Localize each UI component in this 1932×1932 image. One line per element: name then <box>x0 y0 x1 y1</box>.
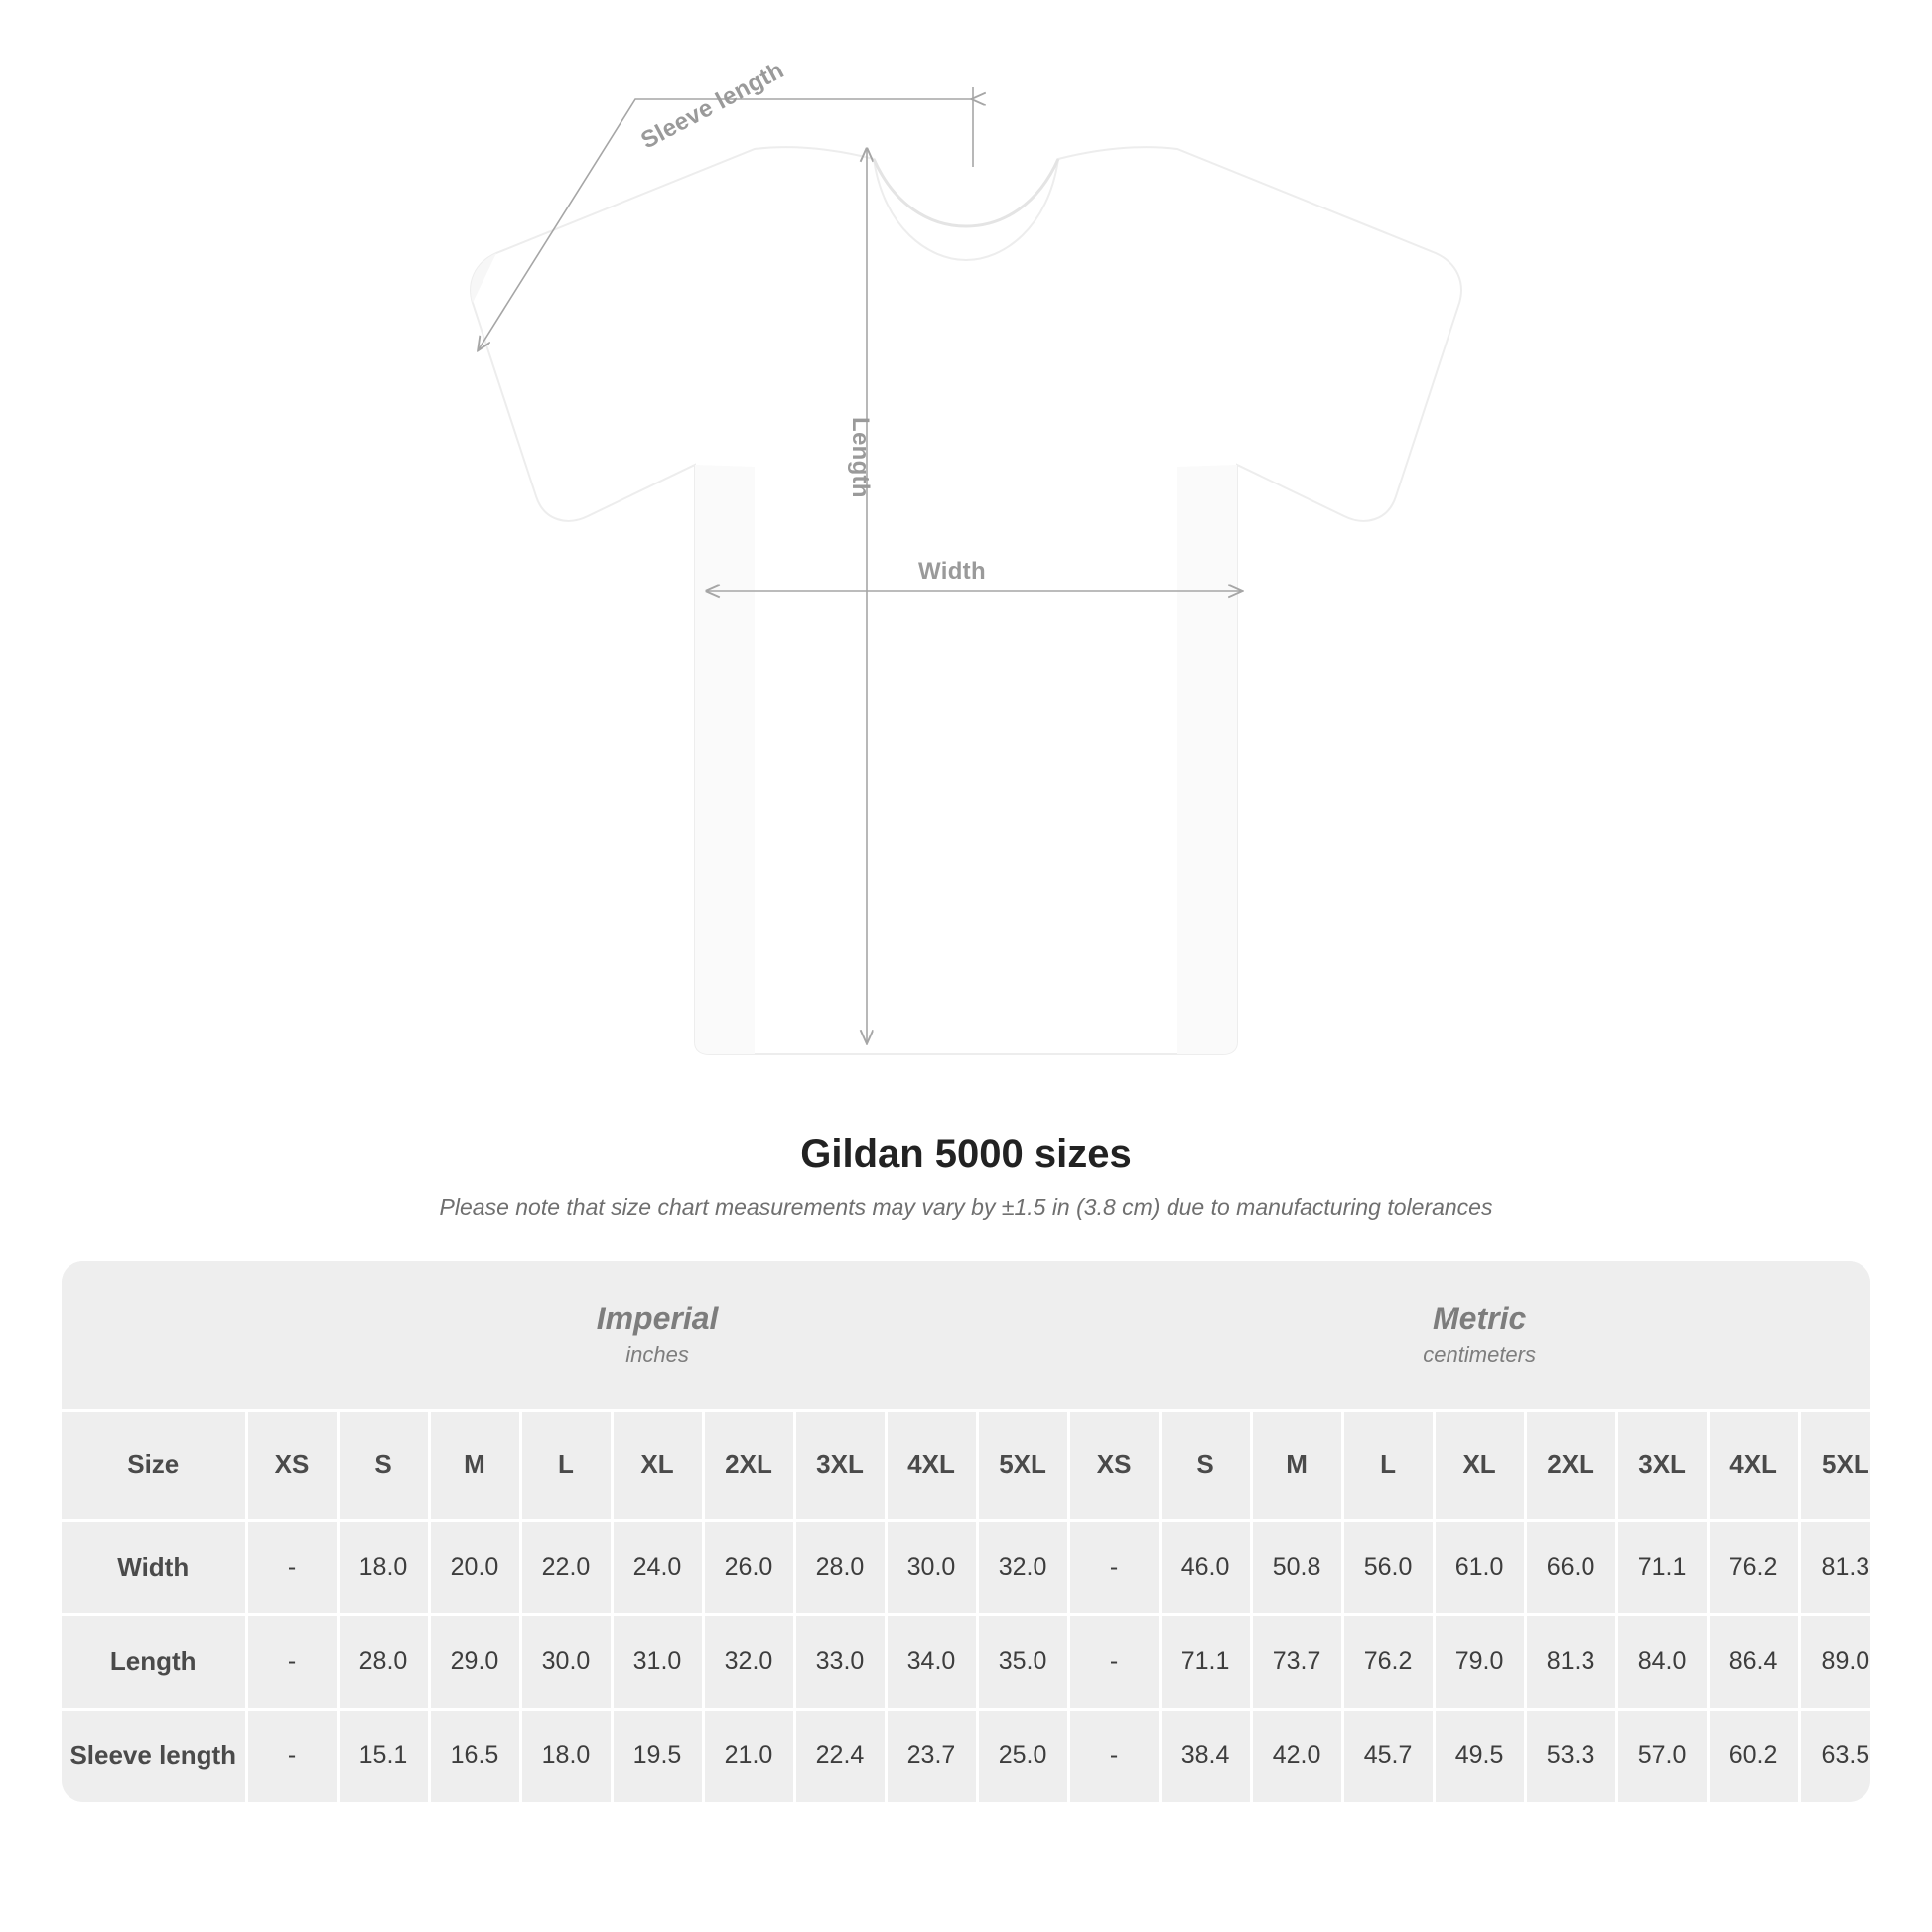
cell: 20.0 <box>429 1520 520 1614</box>
size-chart-table-wrapper <box>62 1261 1870 1802</box>
shirt-shape <box>471 147 1461 1054</box>
cell: - <box>246 1614 338 1709</box>
cell: 24.0 <box>612 1520 703 1614</box>
cell: - <box>246 1520 338 1614</box>
size-header-cell: 3XL <box>1616 1410 1708 1520</box>
cell: 31.0 <box>612 1614 703 1709</box>
cell: 76.2 <box>1342 1614 1434 1709</box>
cell: 18.0 <box>338 1520 429 1614</box>
cell: 25.0 <box>977 1709 1068 1802</box>
size-header-cell: M <box>1251 1410 1342 1520</box>
size-header-cell: 2XL <box>703 1410 794 1520</box>
cell: - <box>1068 1520 1160 1614</box>
cell: 32.0 <box>703 1614 794 1709</box>
cell: 46.0 <box>1160 1520 1251 1614</box>
size-header-cell: 5XL <box>977 1410 1068 1520</box>
cell: 57.0 <box>1616 1709 1708 1802</box>
size-header-cell: L <box>520 1410 612 1520</box>
cell: 53.3 <box>1525 1709 1616 1802</box>
cell: 38.4 <box>1160 1709 1251 1802</box>
unit-group-imperial <box>246 1261 1068 1410</box>
row-label-length: Length <box>62 1614 246 1709</box>
unit-header-spacer <box>62 1261 246 1410</box>
cell: 16.5 <box>429 1709 520 1802</box>
cell: 42.0 <box>1251 1709 1342 1802</box>
cell: 28.0 <box>794 1520 886 1614</box>
cell: - <box>1068 1709 1160 1802</box>
size-header-cell: XS <box>1068 1410 1160 1520</box>
size-header-cell: 5XL <box>1799 1410 1870 1520</box>
size-header-cell: S <box>338 1410 429 1520</box>
sleeve-length-label: Sleeve length <box>636 57 789 155</box>
cell: 73.7 <box>1251 1614 1342 1709</box>
cell: 60.2 <box>1708 1709 1799 1802</box>
cell: 86.4 <box>1708 1614 1799 1709</box>
size-header-cell: XL <box>612 1410 703 1520</box>
cell: 22.4 <box>794 1709 886 1802</box>
cell: 23.7 <box>886 1709 977 1802</box>
table-row <box>62 1614 1870 1709</box>
cell: 30.0 <box>520 1614 612 1709</box>
unit-group-metric-sub: centimeters <box>1423 1341 1536 1367</box>
length-label: Length <box>847 417 874 498</box>
cell: 61.0 <box>1434 1520 1525 1614</box>
cell: 19.5 <box>612 1709 703 1802</box>
size-header-row <box>62 1410 1870 1520</box>
unit-group-metric-name: Metric <box>1433 1300 1527 1336</box>
size-header-cell: 3XL <box>794 1410 886 1520</box>
size-header-cell: M <box>429 1410 520 1520</box>
size-header-cell: L <box>1342 1410 1434 1520</box>
size-header-label: Size <box>62 1410 246 1520</box>
size-header-cell: XL <box>1434 1410 1525 1520</box>
cell: 81.3 <box>1525 1614 1616 1709</box>
cell: 34.0 <box>886 1614 977 1709</box>
table-row <box>62 1709 1870 1802</box>
cell: 30.0 <box>886 1520 977 1614</box>
cell: 66.0 <box>1525 1520 1616 1614</box>
cell: 45.7 <box>1342 1709 1434 1802</box>
table-row <box>62 1520 1870 1614</box>
size-header-cell: XS <box>246 1410 338 1520</box>
cell: 79.0 <box>1434 1614 1525 1709</box>
cell: - <box>1068 1614 1160 1709</box>
cell: 26.0 <box>703 1520 794 1614</box>
cell: 28.0 <box>338 1614 429 1709</box>
row-label-sleeve-length: Sleeve length <box>62 1709 246 1802</box>
cell: 18.0 <box>520 1709 612 1802</box>
cell: 76.2 <box>1708 1520 1799 1614</box>
cell: 35.0 <box>977 1614 1068 1709</box>
size-header-cell: 4XL <box>1708 1410 1799 1520</box>
cell: 84.0 <box>1616 1614 1708 1709</box>
cell: - <box>246 1709 338 1802</box>
cell: 89.0 <box>1799 1614 1870 1709</box>
cell: 71.1 <box>1160 1614 1251 1709</box>
cell: 81.3 <box>1799 1520 1870 1614</box>
cell: 22.0 <box>520 1520 612 1614</box>
size-header-cell: 4XL <box>886 1410 977 1520</box>
cell: 56.0 <box>1342 1520 1434 1614</box>
cell: 15.1 <box>338 1709 429 1802</box>
unit-group-metric <box>1068 1261 1870 1410</box>
unit-group-imperial-name: Imperial <box>596 1300 719 1336</box>
cell: 71.1 <box>1616 1520 1708 1614</box>
cell: 21.0 <box>703 1709 794 1802</box>
cell: 50.8 <box>1251 1520 1342 1614</box>
width-label: Width <box>918 558 986 585</box>
size-header-cell: S <box>1160 1410 1251 1520</box>
cell: 63.5 <box>1799 1709 1870 1802</box>
cell: 32.0 <box>977 1520 1068 1614</box>
size-chart-table <box>62 1261 1870 1802</box>
row-label-width: Width <box>62 1520 246 1614</box>
cell: 33.0 <box>794 1614 886 1709</box>
cell: 49.5 <box>1434 1709 1525 1802</box>
tolerance-note: Please note that size chart measurements may vary by ±1.5 in (3.8 cm) due to manufacturing tolerances <box>439 1194 1493 1220</box>
title-block <box>0 1132 1932 1221</box>
unit-group-imperial-sub: inches <box>625 1341 689 1367</box>
cell: 29.0 <box>429 1614 520 1709</box>
size-header-cell: 2XL <box>1525 1410 1616 1520</box>
page-title: Gildan 5000 sizes <box>800 1132 1132 1175</box>
unit-header-row <box>62 1261 1870 1410</box>
